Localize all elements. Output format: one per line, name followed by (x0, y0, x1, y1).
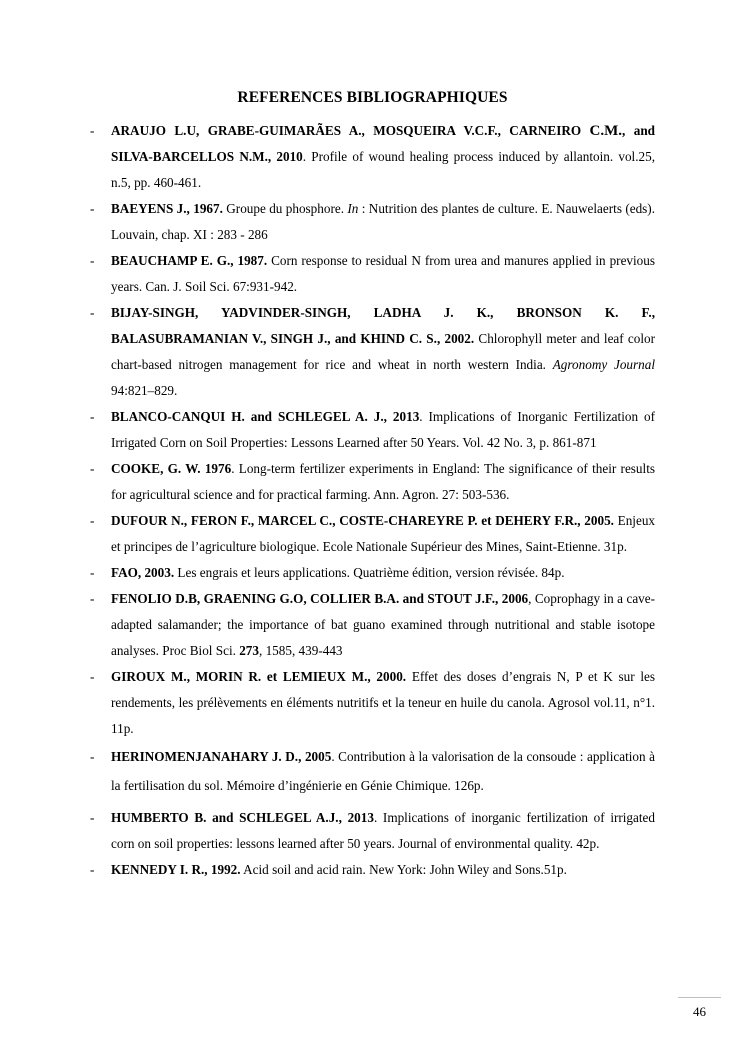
reference-journal: Agronomy Journal (552, 357, 655, 372)
reference-item (90, 456, 655, 508)
reference-authors: HERINOMENJANAHARY J. D., 2005 (111, 749, 332, 764)
reference-item (90, 586, 655, 664)
reference-text: : Nutrition des plantes de culture. E. Nauwelaerts (eds). Louvain, chap. XI : 283 - 286 (111, 201, 655, 242)
reference-text: Chlorophyll meter and leaf color chart-based nitrogen management for rice and wheat in north western India. (111, 331, 655, 372)
reference-item (90, 248, 655, 300)
reference-authors: DUFOUR N., FERON F., MARCEL C., COSTE-CHAREYRE P. et DEHERY F.R., 2005. (111, 513, 614, 528)
reference-authors: GIROUX M., MORIN R. et LEMIEUX M., 2000. (111, 669, 407, 684)
list-dash: - (90, 513, 95, 528)
reference-item (90, 196, 655, 248)
reference-text: . Profile of wound healing process induced by allantoin. vol.25, n.5, pp. 460-461. (111, 149, 655, 190)
reference-item (90, 508, 655, 560)
reference-text: Effet des doses d’engrais N, P et K sur les rendements, les prélèvements en éléments nutritifs et la teneur en huile du canola. Agrosol vol.11, n°1. 11p. (111, 669, 655, 736)
list-dash: - (90, 591, 95, 606)
reference-text: , Coprophagy in a cave-adapted salamander; the importance of bat guano examined through nutritional and stable isotope analyses. Proc Biol Sci. (111, 591, 656, 658)
reference-text: Les engrais et leurs applications. Quatrième édition, version révisée. 84p. (174, 565, 565, 580)
list-dash: - (90, 461, 95, 476)
reference-text: Corn response to residual N from urea and manures applied in previous years. Can. J. Soil Sci. 67:931-942. (111, 253, 655, 294)
list-dash: - (90, 749, 95, 764)
reference-authors-year: , and SILVA-BARCELLOS N.M., 2010 (111, 123, 656, 164)
list-dash: - (90, 669, 95, 684)
reference-text: Acid soil and acid rain. New York: John Wiley and Sons.51p. (240, 862, 567, 877)
reference-authors-initials: C.M. (589, 123, 623, 139)
reference-text: Groupe du phosphore. (222, 201, 348, 216)
list-dash: - (90, 201, 95, 216)
reference-authors: BAEYENS J., 1967. (111, 201, 223, 216)
reference-authors: COOKE, G. W. 1976 (111, 461, 232, 476)
reference-authors: KENNEDY I. R., 1992. (111, 862, 241, 877)
list-dash: - (90, 810, 95, 825)
reference-italic: In (347, 201, 359, 216)
reference-text: Enjeux et principes de l’agriculture biologique. Ecole Nationale Supérieur des Mines, Saint-Etienne. 31p. (111, 513, 656, 554)
list-dash: - (90, 305, 95, 320)
list-dash: - (90, 862, 95, 877)
reference-authors: HUMBERTO B. and SCHLEGEL A.J., 2013 (111, 810, 374, 825)
reference-authors: ARAUJO L.U, GRABE-GUIMARÃES A., MOSQUEIRA V.C.F., CARNEIRO (111, 123, 590, 138)
reference-text: 94:821–829. (111, 383, 178, 398)
reference-item (90, 118, 655, 196)
reference-text: . Implications of Inorganic Fertilization of Irrigated Corn on Soil Properties: Lessons Learned after 50 Years. Vol. 42 No. 3, p. 861-871 (111, 409, 655, 450)
reference-item (90, 560, 655, 586)
reference-item (90, 857, 655, 883)
reference-list (90, 118, 655, 883)
reference-authors: BEAUCHAMP E. G., 1987. (111, 253, 268, 268)
reference-volume: 273 (239, 643, 259, 658)
reference-item (90, 300, 655, 404)
page-title: REFERENCES BIBLIOGRAPHIQUES (237, 89, 508, 106)
reference-authors: BIJAY-SINGH, YADVINDER-SINGH, LADHA J. K., BRONSON K. F., BALASUBRAMANIAN V., SINGH J., and KHIND C. S., 2002. (111, 305, 655, 346)
reference-text: . Long-term fertilizer experiments in England: The significance of their results for agricultural science and for practical farming. Ann. Agron. 27: 503-536. (111, 461, 655, 502)
reference-authors: FENOLIO D.B, GRAENING G.O, COLLIER B.A. and STOUT J.F., 2006 (111, 591, 529, 606)
reference-authors: BLANCO-CANQUI H. and SCHLEGEL A. J., 2013 (111, 409, 420, 424)
reference-item (90, 805, 655, 857)
page-number: 46 (693, 1004, 706, 1019)
reference-item (90, 664, 655, 742)
list-dash: - (90, 123, 95, 138)
reference-authors: FAO, 2003. (111, 565, 175, 580)
reference-item (90, 404, 655, 456)
reference-text: . Implications of inorganic fertilization of irrigated corn on soil properties: lessons learned after 50 years. Journal of environmental quality. 42p. (111, 810, 655, 851)
page-number-rule (678, 997, 721, 998)
reference-text: . Contribution à la valorisation de la consoude : application à la fertilisation du sol. Mémoire d’ingénierie en Génie Chimique. 126p. (111, 749, 655, 793)
reference-text: , 1585, 439-443 (258, 643, 343, 658)
list-dash: - (90, 253, 95, 268)
list-dash: - (90, 565, 95, 580)
reference-item (90, 742, 655, 800)
list-dash: - (90, 409, 95, 424)
